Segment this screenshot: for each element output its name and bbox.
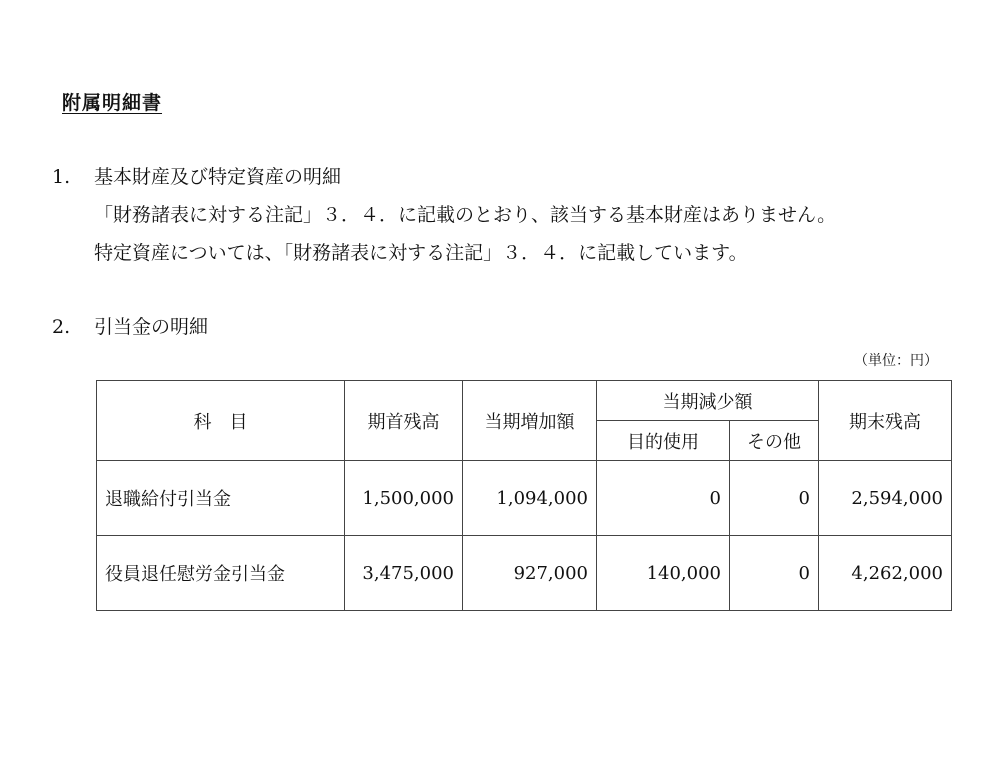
section-2-heading: [52, 312, 208, 339]
cell-increase: 1,094,000: [463, 461, 597, 536]
cell-opening: 3,475,000: [345, 536, 463, 611]
section-1-line-1: 「財務諸表に対する注記」３．４．に記載のとおり、該当する基本財産はありません。: [94, 204, 837, 226]
cell-decrease-purpose: 140,000: [597, 536, 730, 611]
cell-decrease-other: 0: [730, 461, 819, 536]
page-title: 附属明細書: [62, 92, 163, 114]
cell-decrease-other: 0: [730, 536, 819, 611]
cell-opening: 1,500,000: [345, 461, 463, 536]
cell-subject: 退職給付引当金: [97, 461, 345, 536]
cell-closing: 4,262,000: [819, 536, 952, 611]
cell-closing: 2,594,000: [819, 461, 952, 536]
header-decrease-other: その他: [730, 421, 819, 461]
table-row: [97, 461, 952, 536]
section-1-title: 基本財産及び特定資産の明細: [94, 166, 342, 188]
section-1-number: 1.: [52, 166, 71, 188]
section-2-number: 2.: [52, 316, 71, 338]
header-decrease: 当期減少額: [597, 381, 819, 421]
header-opening-balance: 期首残高: [345, 381, 463, 461]
section-1-line-2: 特定資産については、「財務諸表に対する注記」３．４．に記載しています。: [94, 242, 748, 264]
header-subject: 科 目: [97, 381, 345, 461]
section-1-heading: [52, 162, 341, 189]
cell-subject: 役員退任慰労金引当金: [97, 536, 345, 611]
provision-table: [96, 380, 952, 611]
unit-label: （単位：円）: [854, 353, 938, 369]
section-2-title: 引当金の明細: [94, 316, 209, 338]
table-row: [97, 536, 952, 611]
header-closing-balance: 期末残高: [819, 381, 952, 461]
header-increase: 当期増加額: [463, 381, 597, 461]
cell-decrease-purpose: 0: [597, 461, 730, 536]
cell-increase: 927,000: [463, 536, 597, 611]
header-decrease-purpose: 目的使用: [597, 421, 730, 461]
